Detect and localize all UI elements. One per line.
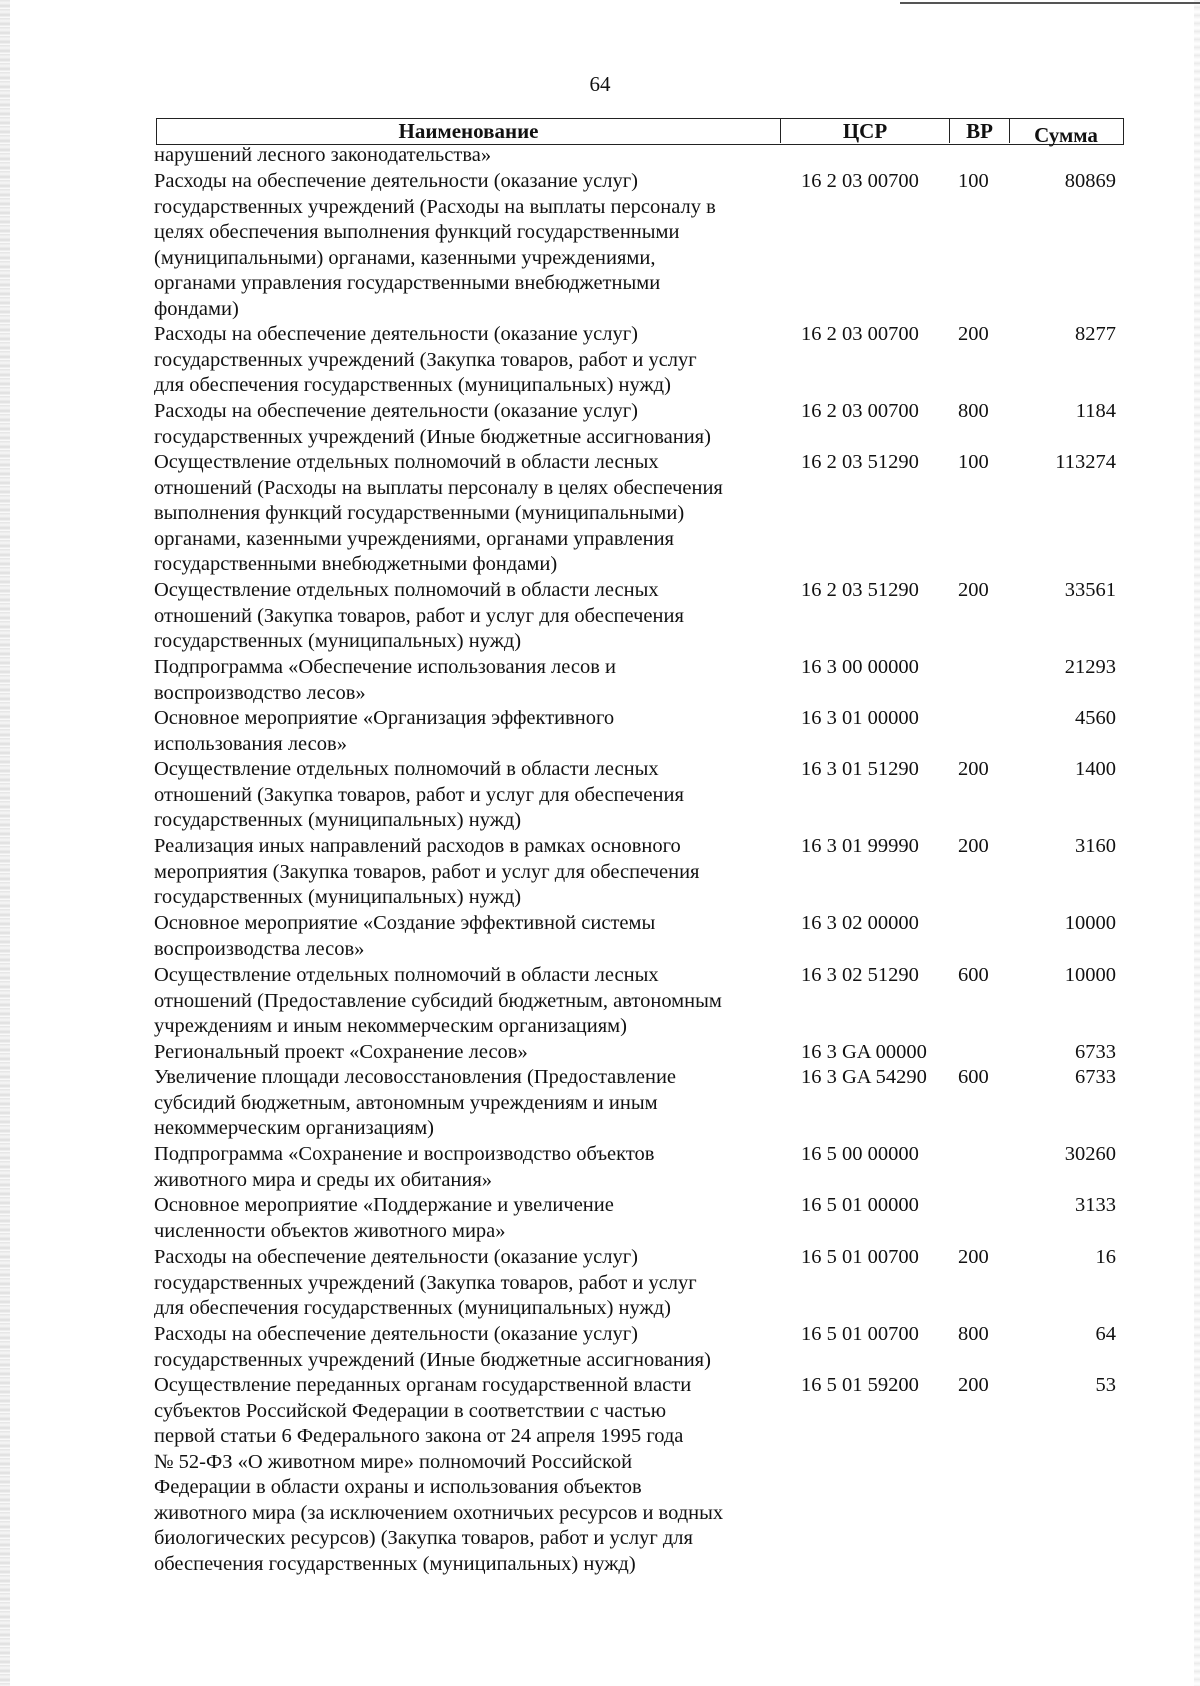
- row-csr: 16 5 01 00700: [801, 1323, 919, 1345]
- row-sum: 21293: [1064, 656, 1116, 678]
- row-sum: 53: [1095, 1374, 1116, 1396]
- row-name: Осуществление отдельных полномочий в области лесных отношений (Закупка товаров, работ и услуг для обеспечения государственных (муниципальных) нужд): [154, 758, 684, 831]
- row-name: нарушений лесного законодательства»: [154, 144, 492, 166]
- row-name: Подпрограмма «Сохранение и воспроизводство объектов животного мира и среды их обитания»: [154, 1143, 655, 1191]
- row-csr: 16 3 00 00000: [801, 656, 919, 678]
- row-name: Увеличение площади лесовосстановления (Предоставление субсидий бюджетным, автономным учреждениям и иным некоммерческим организациям): [154, 1066, 677, 1139]
- row-sum: 1400: [1075, 758, 1116, 780]
- row-name: Осуществление отдельных полномочий в области лесных отношений (Предоставление субсидий бюджетным, автономным учреждениям и иным некоммерческим организациям): [154, 964, 722, 1037]
- row-csr: 16 3 GA 00000: [801, 1041, 927, 1063]
- row-csr: 16 2 03 51290: [801, 579, 919, 601]
- row-name: Реализация иных направлений расходов в рамках основного мероприятия (Закупка товаров, работ и услуг для обеспечения государственных (муниципальных) нужд): [154, 835, 700, 908]
- row-csr: 16 2 03 00700: [801, 323, 919, 345]
- row-sum: 113274: [1055, 451, 1116, 473]
- row-name: Расходы на обеспечение деятельности (оказание услуг) государственных учреждений (Закупка товаров, работ и услуг для обеспечения государственных (муниципальных) нужд): [154, 1246, 697, 1319]
- row-csr: 16 5 01 00000: [801, 1194, 919, 1216]
- row-sum: 6733: [1075, 1066, 1116, 1088]
- row-name: Региональный проект «Сохранение лесов»: [154, 1041, 528, 1063]
- row-csr: 16 3 01 00000: [801, 707, 919, 729]
- column-header-csr: ЦСР: [781, 119, 950, 143]
- row-sum: 30260: [1064, 1143, 1116, 1165]
- row-sum: 1184: [1075, 400, 1116, 422]
- row-sum: 10000: [1064, 912, 1116, 934]
- row-name: Основное мероприятие «Поддержание и увеличение численности объектов животного мира»: [154, 1194, 614, 1242]
- row-sum: 33561: [1064, 579, 1116, 601]
- row-csr: 16 3 GA 54290: [801, 1066, 927, 1088]
- row-csr: 16 3 02 51290: [801, 964, 919, 986]
- row-csr: 16 2 03 51290: [801, 451, 919, 473]
- row-vr: 200: [958, 1374, 989, 1396]
- row-vr: 600: [958, 964, 989, 986]
- row-name: Расходы на обеспечение деятельности (оказание услуг) государственных учреждений (Закупка товаров, работ и услуг для обеспечения государственных (муниципальных) нужд): [154, 323, 697, 396]
- row-name: Подпрограмма «Обеспечение использования лесов и воспроизводство лесов»: [154, 656, 617, 704]
- column-header-name: Наименование: [157, 119, 781, 143]
- row-csr: 16 3 02 00000: [801, 912, 919, 934]
- row-csr: 16 5 01 59200: [801, 1374, 919, 1396]
- row-vr: 100: [958, 170, 989, 192]
- row-sum: 80869: [1064, 170, 1116, 192]
- row-sum: 64: [1095, 1323, 1116, 1345]
- column-header-vr: ВР: [950, 119, 1010, 143]
- row-name: Расходы на обеспечение деятельности (оказание услуг) государственных учреждений (Расходы на выплаты персоналу в целях обеспечения выполнения функций государственными (муниципальными) органами, казенными учреждениями, органами управления государственными внебюджетными фондами): [154, 170, 716, 320]
- row-sum: 16: [1095, 1246, 1116, 1268]
- row-vr: 100: [958, 451, 989, 473]
- row-vr: 200: [958, 1246, 989, 1268]
- row-sum: 4560: [1075, 707, 1116, 729]
- row-vr: 600: [958, 1066, 989, 1088]
- row-vr: 200: [958, 758, 989, 780]
- column-header-sum: Сумма: [1034, 123, 1098, 147]
- row-sum: 3160: [1075, 835, 1116, 857]
- row-name: Основное мероприятие «Организация эффективного использования лесов»: [154, 707, 615, 755]
- row-csr: 16 3 01 51290: [801, 758, 919, 780]
- row-sum: 3133: [1075, 1194, 1116, 1216]
- row-name: Осуществление отдельных полномочий в области лесных отношений (Расходы на выплаты персоналу в целях обеспечения выполнения функций государственными (муниципальными) органами, казенными учреждениями, органами управления государственными внебюджетными фондами): [154, 451, 723, 575]
- row-csr: 16 5 01 00700: [801, 1246, 919, 1268]
- row-csr: 16 3 01 99990: [801, 835, 919, 857]
- row-sum: 8277: [1075, 323, 1116, 345]
- row-name: Расходы на обеспечение деятельности (оказание услуг) государственных учреждений (Иные бюджетные ассигнования): [154, 400, 711, 448]
- row-name: Осуществление переданных органам государственной власти субъектов Российской Федерации в соответствии с частью первой статьи 6 Федерального закона от 24 апреля 1995 года № 52-ФЗ «О животном мире» полномочий Российской Федерации в области охраны и использования объектов животного мира (за исключением охотничьих ресурсов и водных биологических ресурсов) (Закупка товаров, работ и услуг для обеспечения государственных (муниципальных) нужд): [154, 1374, 724, 1575]
- page-number: 64: [589, 72, 611, 96]
- row-sum: 10000: [1064, 964, 1116, 986]
- row-csr: 16 2 03 00700: [801, 400, 919, 422]
- row-csr: 16 5 00 00000: [801, 1143, 919, 1165]
- row-name: Расходы на обеспечение деятельности (оказание услуг) государственных учреждений (Иные бюджетные ассигнования): [154, 1323, 711, 1371]
- row-csr: 16 2 03 00700: [801, 170, 919, 192]
- row-vr: 200: [958, 323, 989, 345]
- row-name: Осуществление отдельных полномочий в области лесных отношений (Закупка товаров, работ и услуг для обеспечения государственных (муниципальных) нужд): [154, 579, 684, 652]
- row-name: Основное мероприятие «Создание эффективной системы воспроизводства лесов»: [154, 912, 656, 960]
- row-vr: 200: [958, 835, 989, 857]
- row-vr: 800: [958, 1323, 989, 1345]
- row-sum: 6733: [1075, 1041, 1116, 1063]
- row-vr: 200: [958, 579, 989, 601]
- row-vr: 800: [958, 400, 989, 422]
